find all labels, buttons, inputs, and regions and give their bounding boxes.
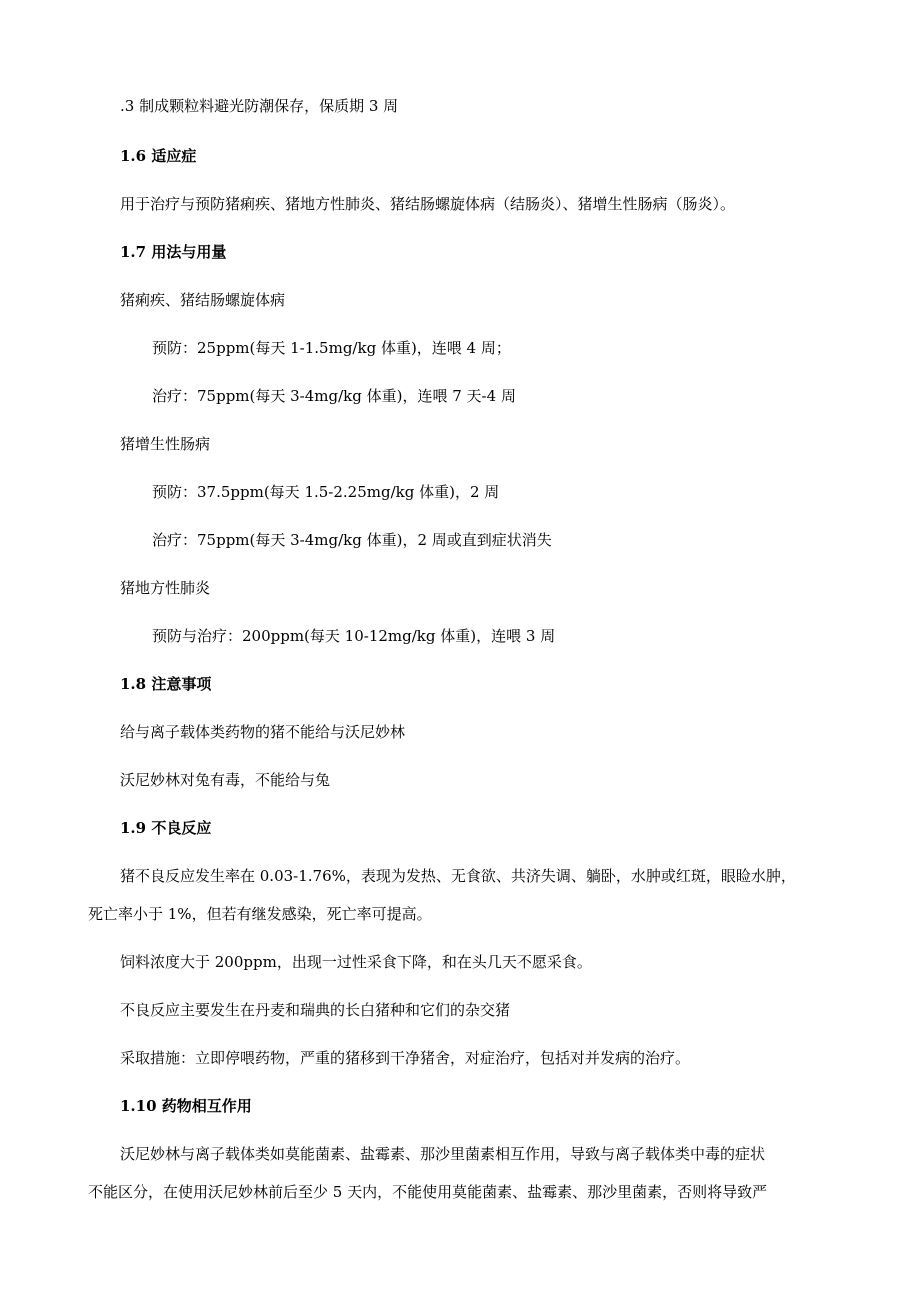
section-heading-1-9: 1.9 不良反应 [120, 819, 212, 837]
dosage-line: 治疗：75ppm(每天 3-4mg/kg 体重)，连喂 7 天-4 周 [152, 387, 516, 405]
adverse-reaction-line: 不良反应主要发生在丹麦和瑞典的长白猪种和它们的杂交猪 [120, 1001, 511, 1019]
dosage-line: 预防：37.5ppm(每天 1.5-2.25mg/kg 体重)，2 周 [152, 483, 500, 501]
subheading-proliferative-enteropathy: 猪增生性肠病 [120, 435, 211, 453]
interaction-line: 沃尼妙林与离子载体类如莫能菌素、盐霉素、那沙里菌素相互作用，导致与离子载体类中毒的症状 [120, 1145, 766, 1163]
dosage-line: 预防：25ppm(每天 1-1.5mg/kg 体重)，连喂 4 周； [152, 339, 511, 357]
precaution-line: 给与离子载体类药物的猪不能给与沃尼妙林 [120, 723, 406, 741]
adverse-reaction-line: 饲料浓度大于 200ppm，出现一过性采食下降，和在头几天不愿采食。 [120, 953, 592, 971]
subheading-enzootic-pneumonia: 猪地方性肺炎 [120, 579, 211, 597]
adverse-reaction-line: 死亡率小于 1%，但若有继发感染，死亡率可提高。 [88, 905, 432, 923]
section-heading-1-10: 1.10 药物相互作用 [120, 1097, 252, 1115]
adverse-reaction-line: 采取措施：立即停喂药物，严重的猪移到干净猪舍，对症治疗，包括对并发病的治疗。 [120, 1049, 691, 1067]
section-heading-1-7: 1.7 用法与用量 [120, 243, 227, 261]
subheading-swine-dysentery: 猪痢疾、猪结肠螺旋体病 [120, 291, 286, 309]
precaution-line: 沃尼妙林对兔有毒，不能给与兔 [120, 771, 331, 789]
indications-paragraph: 用于治疗与预防猪痢疾、猪地方性肺炎、猪结肠螺旋体病（结肠炎）、猪增生性肠病（肠炎）。 [120, 195, 736, 213]
adverse-reaction-line: 猪不良反应发生率在 0.03-1.76%，表现为发热、无食欲、共济失调、躺卧，水肿或红斑，眼睑水肿， [120, 867, 796, 885]
dosage-line: 预防与治疗：200ppm(每天 10-12mg/kg 体重)，连喂 3 周 [152, 627, 556, 645]
storage-line: .3 制成颗粒料避光防潮保存，保质期 3 周 [120, 97, 399, 115]
section-heading-1-8: 1.8 注意事项 [120, 675, 212, 693]
interaction-line: 不能区分，在使用沃尼妙林前后至少 5 天内，不能使用莫能菌素、盐霉素、那沙里菌素，否则将导致严 [88, 1183, 768, 1201]
section-heading-1-6: 1.6 适应症 [120, 147, 197, 165]
dosage-line: 治疗：75ppm(每天 3-4mg/kg 体重)，2 周或直到症状消失 [152, 531, 552, 549]
